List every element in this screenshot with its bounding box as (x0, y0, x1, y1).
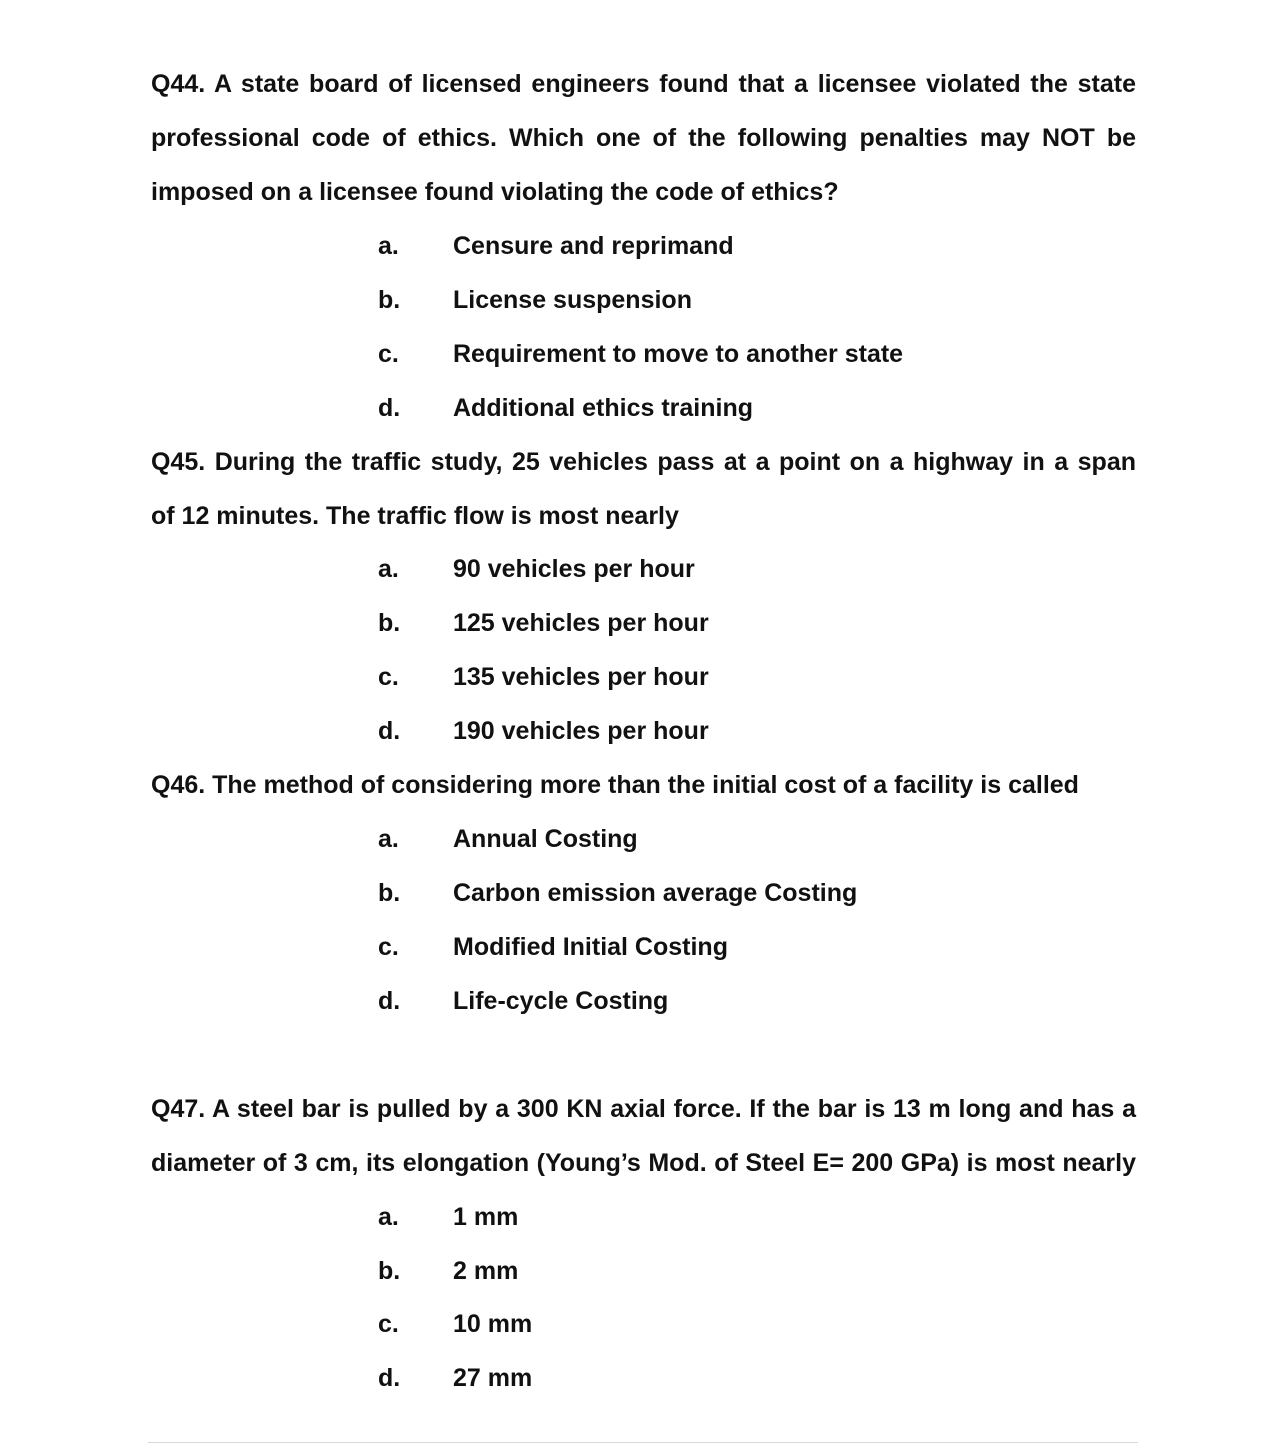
option-letter: c. (378, 663, 399, 691)
option-text: 190 vehicles per hour (453, 717, 709, 745)
q47-line-1: Q47. A steel bar is pulled by a 300 KN axial force. If the bar is 13 m long and has a (151, 1095, 1136, 1123)
q47-line-2: diameter of 3 cm, its elongation (Young’s Mod. of Steel E= 200 GPa) is most nearly (151, 1149, 1136, 1177)
option-text: Modified Initial Costing (453, 933, 728, 961)
option-text: License suspension (453, 286, 692, 314)
option-text: Additional ethics training (453, 394, 754, 422)
q44-line-1: Q44. A state board of licensed engineers found that a licensee violated the state (151, 70, 1136, 98)
option-text: 27 mm (453, 1364, 533, 1392)
option-letter: a. (378, 825, 399, 853)
q45-line-2: of 12 minutes. The traffic flow is most nearly (151, 502, 679, 530)
option-letter: d. (378, 394, 401, 422)
option-letter: d. (378, 987, 401, 1015)
option-letter: b. (378, 609, 401, 637)
option-text: Censure and reprimand (453, 232, 734, 260)
option-text: Annual Costing (453, 825, 638, 853)
option-text: 2 mm (453, 1257, 519, 1285)
option-letter: b. (378, 1257, 401, 1285)
q46-line-1: Q46. The method of considering more than the initial cost of a facility is called (151, 771, 1079, 799)
q45-line-1: Q45. During the traffic study, 25 vehicles pass at a point on a highway in a span (151, 448, 1136, 476)
option-letter: d. (378, 717, 401, 745)
option-text: 125 vehicles per hour (453, 609, 709, 637)
option-text: Carbon emission average Costing (453, 879, 858, 907)
option-text: 10 mm (453, 1310, 533, 1338)
option-text: 90 vehicles per hour (453, 555, 695, 583)
option-letter: b. (378, 879, 401, 907)
option-text: Life-cycle Costing (453, 987, 669, 1015)
page-bottom-divider (148, 1442, 1138, 1443)
option-letter: c. (378, 933, 399, 961)
option-letter: c. (378, 340, 399, 368)
option-letter: a. (378, 232, 399, 260)
option-text: 135 vehicles per hour (453, 663, 709, 691)
option-letter: c. (378, 1310, 399, 1338)
option-letter: a. (378, 555, 399, 583)
option-text: 1 mm (453, 1203, 519, 1231)
q44-line-2: professional code of ethics. Which one of the following penalties may NOT be (151, 124, 1136, 152)
q44-line-3: imposed on a licensee found violating the code of ethics? (151, 178, 839, 206)
option-text: Requirement to move to another state (453, 340, 904, 368)
option-letter: b. (378, 286, 401, 314)
option-letter: d. (378, 1364, 401, 1392)
option-letter: a. (378, 1203, 399, 1231)
